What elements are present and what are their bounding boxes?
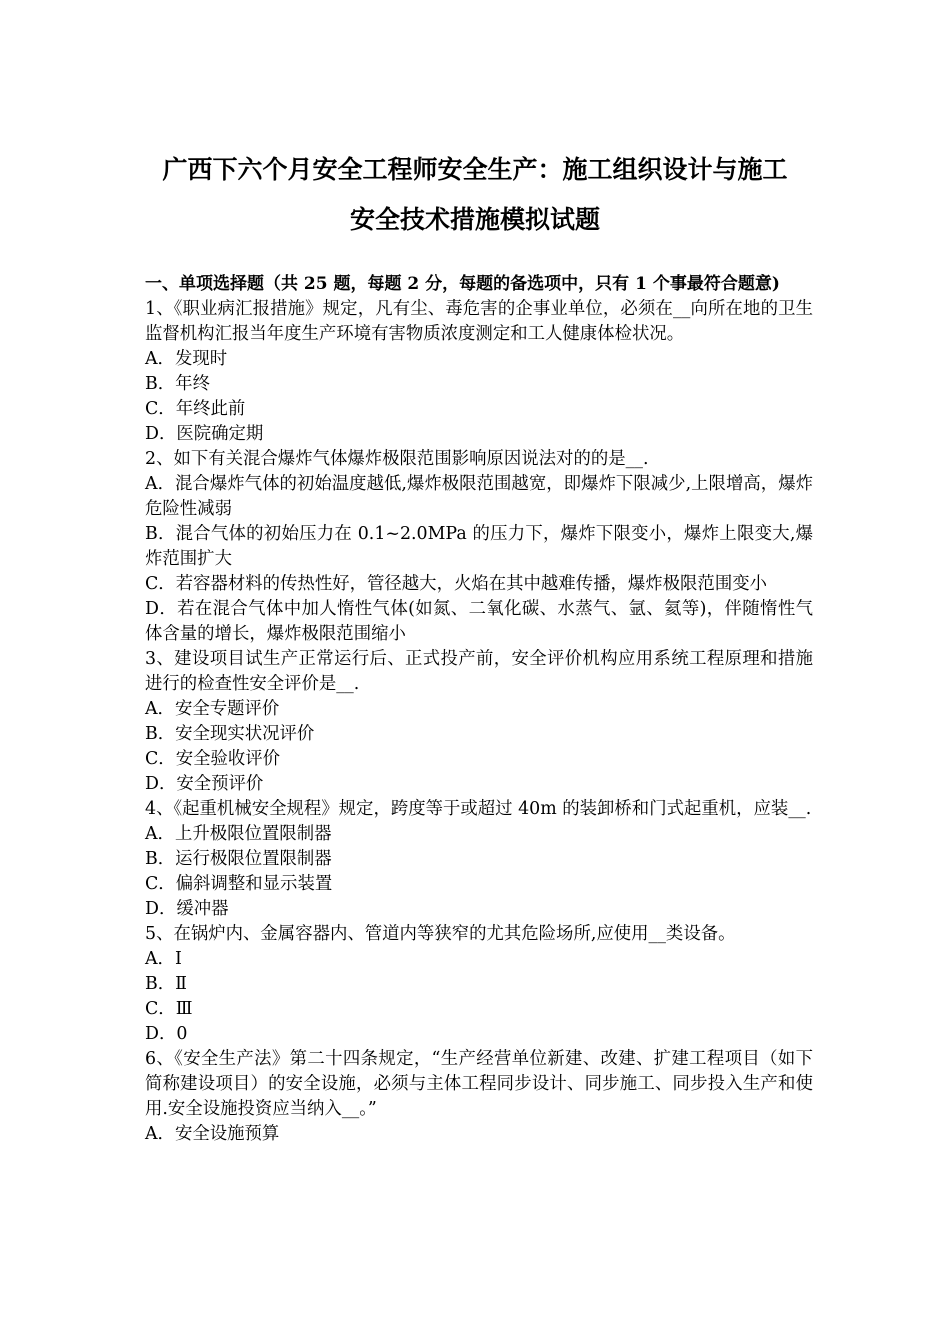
option-text: 运行极限位置限制器 <box>175 849 332 869</box>
option-letter: A． <box>145 474 175 494</box>
question-2-option-a <box>145 472 813 522</box>
option-letter: A． <box>145 949 175 969</box>
option-text: 安全现实状况评价 <box>175 724 315 744</box>
option-letter: A． <box>145 1124 175 1144</box>
option-letter: D． <box>145 599 178 619</box>
option-text: 安全验收评价 <box>175 749 281 769</box>
option-text: 上升极限位置限制器 <box>174 824 332 844</box>
question-4-option-b <box>145 847 813 872</box>
option-letter: C． <box>145 399 176 419</box>
question-1: 1、《职业病汇报措施》规定，凡有尘、毒危害的企事业单位，必须在__向所在地的卫生监督机构汇报当年度生产环境有害物质浓度测定和工人健康体检状况。 <box>145 299 813 344</box>
question-1-option-c <box>145 397 813 422</box>
question-5-option-a <box>145 947 813 972</box>
question-2-option-d <box>145 597 813 647</box>
option-letter: C． <box>145 874 176 894</box>
question-3-option-c <box>145 747 813 772</box>
question-1-option-b <box>145 372 813 397</box>
option-text: Ⅰ <box>174 949 182 969</box>
question-5: 5、在锅炉内、金属容器内、管道内等狭窄的尤其危险场所,应使用__类设备。 <box>145 924 736 944</box>
option-text: Ⅲ <box>175 999 193 1019</box>
option-text: 年终此前 <box>175 399 246 419</box>
question-2-option-b <box>145 522 813 572</box>
question-3-option-b <box>145 722 813 747</box>
option-letter: B． <box>145 524 176 544</box>
question-5-option-d <box>145 1022 813 1047</box>
question-4-option-d <box>145 897 813 922</box>
option-letter: D． <box>145 774 177 794</box>
option-text: 医院确定期 <box>176 424 264 444</box>
option-text: 若容器材料的传热性好，管径越大，火焰在其中越难传播，爆炸极限范围变小 <box>175 574 767 594</box>
option-letter: A． <box>145 349 175 369</box>
option-letter: D． <box>145 424 177 444</box>
option-text: 偏斜调整和显示装置 <box>175 874 333 894</box>
question-6-option-a <box>145 1122 813 1147</box>
option-text: Ⅱ <box>175 974 187 994</box>
option-letter: B． <box>145 724 176 744</box>
question-1-option-a <box>145 347 813 372</box>
question-5-option-b <box>145 972 813 997</box>
option-letter: B． <box>145 374 176 394</box>
option-letter: A． <box>145 699 175 719</box>
question-5-option-c <box>145 997 813 1022</box>
question-2-option-c <box>145 572 813 597</box>
question-6: 6、《安全生产法》第二十四条规定，“生产经营单位新建、改建、扩建工程项目（如下简称建设项目）的安全设施，必须与主体工程同步设计、同步施工、同步投入生产和使用.安全设施投资应当纳入__。” <box>145 1049 813 1119</box>
document-title-line-2: 安全技术措施模拟试题 <box>349 205 600 234</box>
option-text: 混合爆炸气体的初始温度越低,爆炸极限范围越宽，即爆炸下限减少,上限增高，爆炸危险性减弱 <box>145 474 813 519</box>
option-text: 若在混合气体中加人惰性气体(如氮、二氧化碳、水蒸气、氩、氦等)，伴随惰性气体含量的增长，爆炸极限范围缩小 <box>145 599 813 644</box>
question-4-option-a <box>145 822 813 847</box>
option-letter: D． <box>145 899 177 919</box>
option-text: 缓冲器 <box>176 899 229 919</box>
question-3-option-d <box>145 772 813 797</box>
document-body <box>145 272 813 1147</box>
question-1-option-d <box>145 422 813 447</box>
question-4-option-c <box>145 872 813 897</box>
option-letter: C． <box>145 749 176 769</box>
section-heading: 一、单项选择题（共 25 题，每题 2 分，每题的备选项中，只有 1 个事最符合题意) <box>145 274 780 294</box>
option-letter: B． <box>145 849 176 869</box>
question-4: 4、《起重机械安全规程》规定，跨度等于或超过 40m 的装卸桥和门式起重机，应装__. <box>145 799 812 819</box>
option-text: 混合气体的初始压力在 0.1~2.0MPa 的压力下，爆炸下限变小，爆炸上限变大,爆炸范围扩大 <box>145 524 813 569</box>
option-letter: D． <box>145 1024 177 1044</box>
option-letter: C． <box>145 999 176 1019</box>
option-letter: A． <box>145 824 175 844</box>
document-title-line-1: 广西下六个月安全工程师安全生产：施工组织设计与施工 <box>162 155 788 184</box>
question-2: 2、如下有关混合爆炸气体爆炸极限范围影响原因说法对的的是__. <box>145 449 649 469</box>
option-letter: C． <box>145 574 176 594</box>
option-text: 发现时 <box>174 349 228 369</box>
question-3: 3、建设项目试生产正常运行后、正式投产前，安全评价机构应用系统工程原理和措施进行的检查性安全评价是__. <box>145 649 813 694</box>
option-letter: B． <box>145 974 176 994</box>
option-text: 安全专题评价 <box>174 699 280 719</box>
option-text: 0 <box>176 1024 188 1044</box>
option-text: 安全预评价 <box>176 774 264 794</box>
option-text: 年终 <box>175 374 210 394</box>
option-text: 安全设施预算 <box>174 1124 280 1144</box>
question-3-option-a <box>145 697 813 722</box>
